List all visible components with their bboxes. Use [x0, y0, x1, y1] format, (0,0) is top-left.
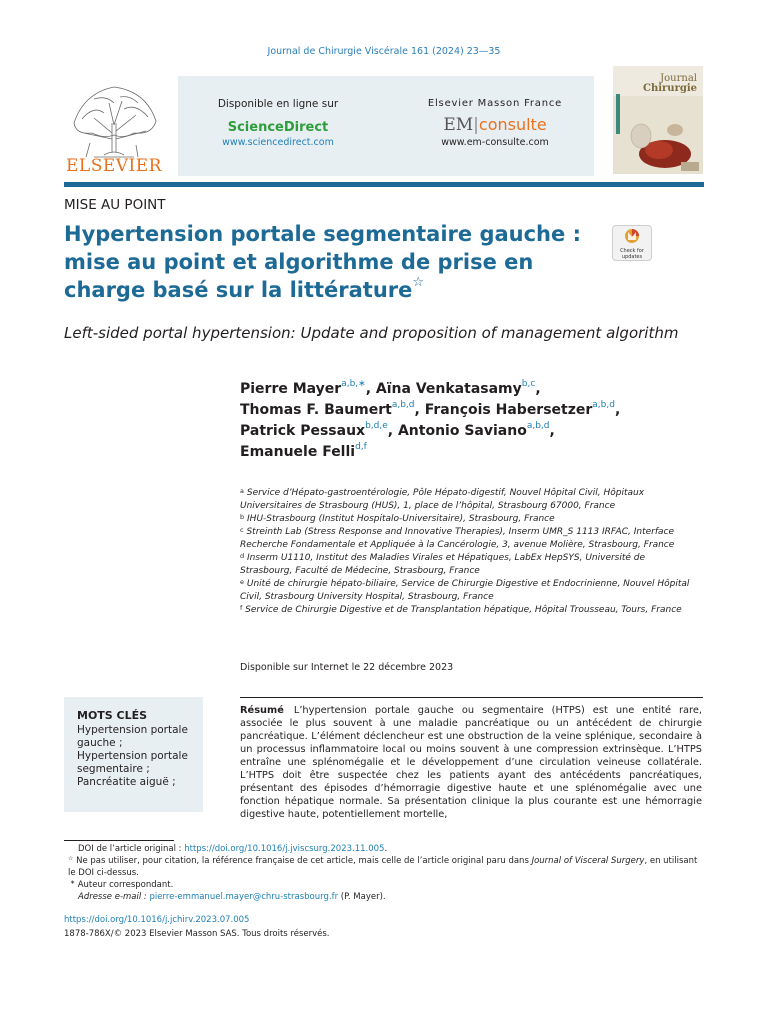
sciencedirect-available-label: Disponible en ligne sur [217, 98, 339, 110]
author-name[interactable]: François Habersetzer [424, 402, 593, 418]
author-affiliation-marks[interactable]: a,b,∗ [341, 379, 366, 389]
footnote-email-label: Adresse e-mail : [78, 892, 150, 902]
footnote-citation-note [64, 855, 704, 879]
sciencedirect-logo[interactable]: ScienceDirect [227, 120, 329, 135]
footnote-original-doi [64, 843, 704, 855]
article-title-text: Hypertension portale segmentaire gauche : mise au point et algorithme de prise en charge basé sur la littérature [64, 222, 581, 302]
author-name[interactable]: Emanuele Felli [240, 444, 356, 460]
affiliation-item [240, 487, 700, 513]
cover-title-line-2: Chirurgie [643, 83, 697, 94]
author-separator: , [414, 402, 425, 418]
keyword-item: Hypertension portale segmentaire ; [77, 750, 188, 775]
affiliation-mark: d [240, 552, 245, 560]
affiliation-text: Streinth Lab (Stress Response and Innovative Therapies), Inserm UMR_S 1113 IRFAC, Interface Recherche Fondamentale et Appliquée à la Cancérologie, 3, avenue Molière, Strasbourg, France [240, 527, 675, 550]
article-doi-link[interactable]: https://doi.org/10.1016/j.jchirv.2023.07.005 [64, 915, 250, 925]
affiliation-text: Unité de chirurgie hépato-biliaire, Service de Chirurgie Digestive et Endocrinienne, Nouvel Hôpital Civil, Strasbourg University Hospital, Strasbourg, France [240, 579, 690, 602]
journal-reference[interactable]: Journal de Chirurgie Viscérale 161 (2024) 23—35 [267, 46, 501, 57]
author-affiliation-marks[interactable]: a,b,d [592, 400, 615, 410]
article-subtitle: Left-sided portal hypertension: Update and proposition of management algorithm [64, 324, 679, 342]
affiliation-item [240, 604, 700, 617]
header-rule [64, 182, 704, 187]
footnote-journal-name: Journal of Visceral Surgery [531, 856, 645, 866]
affiliation-list [240, 487, 700, 617]
abstract-rule [240, 697, 703, 698]
author-affiliation-marks[interactable]: b,d,e [365, 421, 388, 431]
copyright: 1878-786X/© 2023 Elsevier Masson SAS. Tous droits réservés. [64, 929, 330, 939]
footnote-citation-end: , en utilisant le DOI ci-dessus. [68, 856, 698, 878]
cover-title-line-1: Journal [660, 73, 697, 84]
affiliation-item [240, 526, 700, 552]
available-online-date: Disponible sur Internet le 22 décembre 2023 [240, 662, 454, 673]
sciencedirect-block [178, 98, 378, 148]
title-footnote-star[interactable]: ☆ [412, 275, 425, 290]
footnote-doi-label: DOI de l’article original : [78, 844, 185, 854]
author-name[interactable]: Patrick Pessaux [240, 423, 366, 439]
affiliation-item [240, 513, 700, 526]
author-separator: , [365, 381, 376, 397]
affiliation-text: Service de Chirurgie Digestive et de Transplantation hépatique, Hôpital Trousseau, Tours, France [245, 605, 682, 615]
abstract [240, 704, 702, 821]
article-title [64, 220, 604, 304]
check-for-updates-label: Check for updates [620, 248, 644, 260]
check-for-updates-icon [623, 228, 641, 244]
author-name[interactable]: Aïna Venkatasamy [375, 381, 522, 397]
emconsulte-separator: | [473, 115, 479, 135]
affiliation-mark: e [240, 578, 244, 586]
affiliation-item [240, 552, 700, 578]
emconsulte-block [395, 98, 595, 148]
affiliation-text: IHU-Strasbourg (Institut Hospitalo-Universitaire), Strasbourg, France [247, 514, 555, 524]
affiliation-mark: f [240, 604, 243, 612]
keywords-list [77, 724, 201, 789]
affiliation-text: Service d’Hépato-gastroentérologie, Pôle Hépato-digestif, Nouvel Hôpital Civil, Hôpitaux Universitaires de Strasbourg (HUS), 1, place de l’hôpital, Strasbourg 67000, France [240, 488, 645, 511]
footnotes [64, 843, 704, 903]
author-affiliation-marks[interactable]: a,b,d [391, 400, 415, 410]
affiliation-item [240, 578, 700, 604]
footnote-corresponding [64, 879, 704, 891]
author-name[interactable]: Pierre Mayer [240, 381, 342, 397]
keyword-item: Pancréatite aiguë ; [77, 776, 176, 788]
footnote-corr-mark: ∗ [70, 879, 76, 886]
footnote-email [64, 891, 704, 903]
abstract-text: L’hypertension portale gauche ou segmentaire (HTPS) est une entité rare, associée le plus souvent à une maladie pancréatique ou un antécédent de chirurgie pancréatique. L’élément déclencheur est une obstruction de la veine splénique, secondaire à un processus inflammatoire local ou moins souvent à une compression extrinsèque. L’HTPS entraîne une splénomégalie et le développement d’une circulation veineuse collatérale. L’HTPS doit être suspectée chez les patients ayant des antécédents pancréatiques, présentant des épisodes d’hémorragie digestive haute et une splénomégalie avec une fonction hépatique normale. Sa présentation clinique la plus courante est une hémorragie digestive haute, potentiellement mortelle, [240, 705, 702, 820]
cover-illustration [613, 66, 703, 174]
author-separator: , [549, 423, 555, 439]
author-affiliation-marks[interactable]: a,b,d [526, 421, 550, 431]
abstract-label: Résumé [240, 705, 284, 716]
keyword-item: Hypertension portale gauche ; [77, 724, 188, 749]
author-separator: , [387, 423, 398, 439]
emconsulte-consulte: consulte [478, 115, 547, 134]
journal-cover[interactable] [613, 66, 703, 174]
author-separator: , [614, 402, 621, 418]
affiliation-mark: b [240, 513, 245, 521]
footnote-citation-text: Ne pas utiliser, pour citation, la référence française de cet article, mais celle de l’article original paru dans [76, 856, 532, 866]
section-label: MISE AU POINT [64, 197, 166, 213]
keywords-title: MOTS CLÉS [77, 709, 148, 722]
footnote-email-owner: (P. Mayer). [338, 892, 386, 902]
author-name[interactable]: Antonio Saviano [397, 423, 527, 439]
emconsulte-link[interactable]: www.em-consulte.com [441, 137, 549, 148]
author-name[interactable]: Thomas F. Baumert [240, 402, 392, 418]
author-list [240, 379, 680, 463]
affiliation-mark: a [240, 487, 244, 495]
elsevier-wordmark: ELSEVIER [66, 156, 162, 176]
emconsulte-logo[interactable] [395, 115, 595, 135]
footnote-star-mark: ☆ [68, 855, 74, 862]
author-affiliation-marks[interactable]: b,c [521, 379, 536, 389]
check-for-updates-button[interactable] [612, 225, 652, 261]
corresponding-email-link[interactable]: pierre-emmanuel.mayer@chru-strasbourg.fr [149, 892, 339, 902]
footnote-corr-text: Auteur correspondant. [77, 880, 174, 890]
publisher-name: Elsevier Masson France [427, 98, 563, 109]
author-separator: , [535, 381, 541, 397]
original-doi-link[interactable]: https://doi.org/10.1016/j.jviscsurg.2023.11.005 [184, 844, 385, 854]
affiliation-text: Inserm U1110, Institut des Maladies Virales et Hépatiques, LabEx HepSYS, Université de Strasbourg, Faculté de Médecine, Strasbourg, France [240, 553, 646, 576]
author-affiliation-marks[interactable]: d,f [355, 442, 367, 452]
footnote-doi-end: . [384, 844, 388, 854]
affiliation-mark: c [240, 526, 244, 534]
sciencedirect-link[interactable]: www.sciencedirect.com [222, 137, 334, 148]
emconsulte-em: EM [443, 115, 474, 135]
footnote-rule [64, 840, 174, 841]
